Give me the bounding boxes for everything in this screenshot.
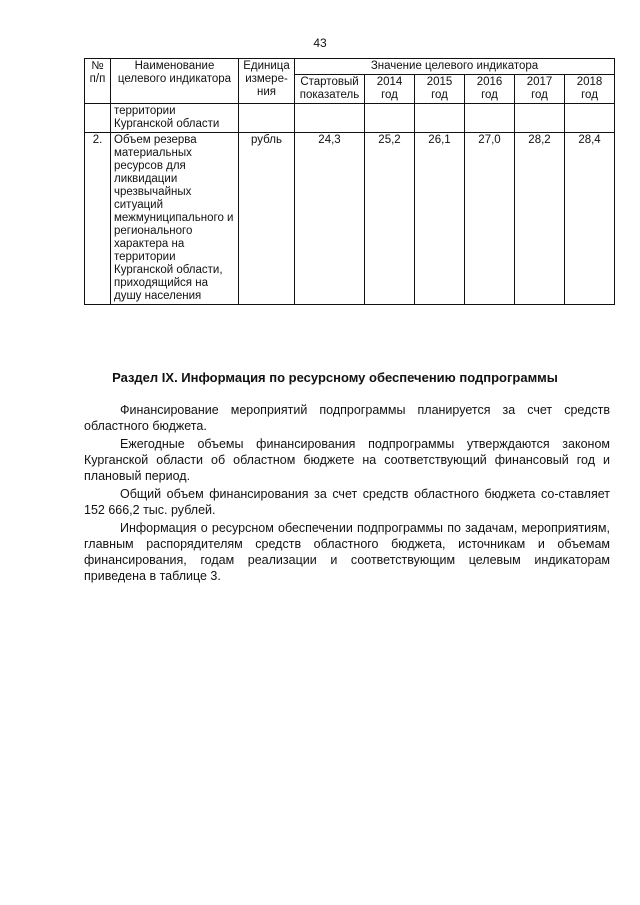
row-value: 28,2	[515, 133, 565, 305]
row-value	[515, 104, 565, 133]
row-value: 27,0	[465, 133, 515, 305]
row-value: 25,2	[365, 133, 415, 305]
row-start	[295, 104, 365, 133]
paragraph: Общий объем финансирования за счет средств областного бюджета со-ставляет 152 666,2 тыс. рублей.	[84, 487, 610, 517]
section-body	[84, 402, 610, 586]
header-unit: Единица измере- ния	[239, 59, 295, 104]
header-year: 2015 год	[415, 75, 465, 104]
row-value	[565, 104, 615, 133]
row-value: 28,4	[565, 133, 615, 305]
row-value: 26,1	[415, 133, 465, 305]
header-row-1	[85, 59, 615, 75]
row-num	[85, 104, 111, 133]
header-year: 2014 год	[365, 75, 415, 104]
header-start: Стартовый показатель	[295, 75, 365, 104]
header-year: 2016 год	[465, 75, 515, 104]
header-name: Наименование целевого индикатора	[111, 59, 239, 104]
row-num: 2.	[85, 133, 111, 305]
paragraph: Ежегодные объемы финансирования подпрограммы утверждаются законом Курганской области об областном бюджете на соответствующий финансовый год и плановый период.	[84, 437, 610, 483]
paragraph: Информация о ресурсном обеспечении подпрограммы по задачам, мероприятиям, главным распорядителям средств областного бюджета, источникам и объемам финансирования, годам реализации и соответствующим целевым индикаторам приведена в таблице 3.	[84, 521, 610, 583]
row-unit	[239, 104, 295, 133]
row-name: Объем резерва материальных ресурсов для ликвидации чрезвычайных ситуаций межмуниципального и регионального характера на территории Курганской области, приходящийся на душу населения	[111, 133, 239, 305]
page-number: 43	[313, 36, 327, 50]
table-row	[85, 104, 615, 133]
paragraph: Финансирование мероприятий подпрограммы планируется за счет средств областного бюджета.	[84, 403, 610, 433]
row-value	[465, 104, 515, 133]
header-year: 2018 год	[565, 75, 615, 104]
header-value-group: Значение целевого индикатора	[295, 59, 615, 75]
row-start: 24,3	[295, 133, 365, 305]
header-num: № п/п	[85, 59, 111, 104]
section-title: Раздел IX. Информация по ресурсному обеспечению подпрограммы	[112, 370, 558, 385]
row-value	[415, 104, 465, 133]
row-unit: рубль	[239, 133, 295, 305]
indicators-table	[84, 58, 615, 305]
table-row	[85, 133, 615, 305]
header-year: 2017 год	[515, 75, 565, 104]
row-value	[365, 104, 415, 133]
row-name: территории Курганской области	[111, 104, 239, 133]
